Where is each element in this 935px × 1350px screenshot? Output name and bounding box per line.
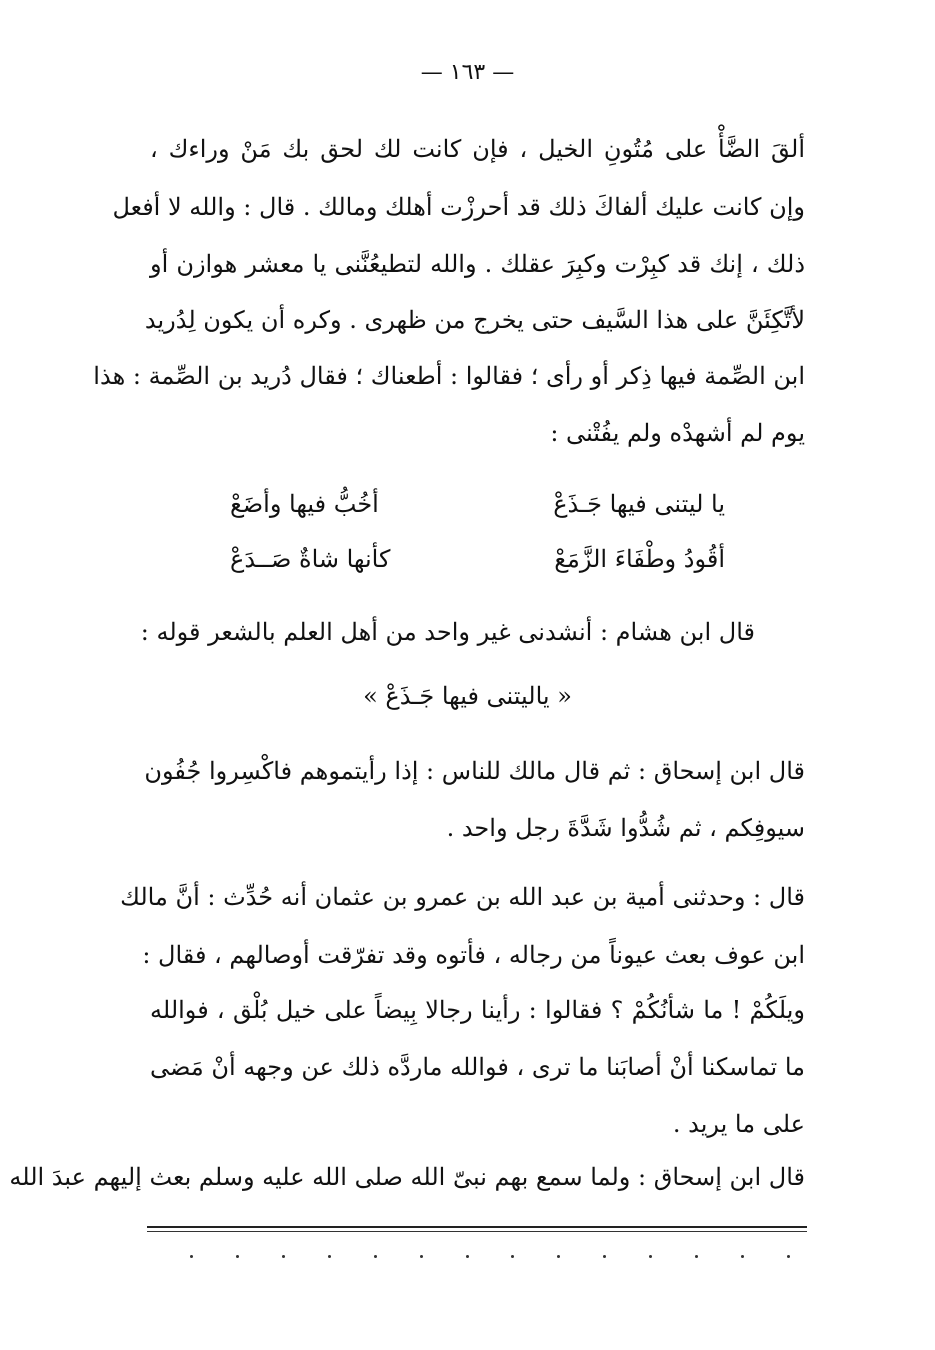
dot [695,1255,698,1258]
text-line: سيوفِكم ، ثم شُدُّوا شَدَّةَ رجل واحد . [446,814,805,842]
verse-hemistich: أقُودُ وطْفَاءَ الزَّمَعْ [554,545,725,573]
dot [649,1255,652,1258]
dot [190,1255,193,1258]
text-line: ذلك ، إنك قد كبِرْت وكبِرَ عقلك . والله لتطيعُنَّنى يا معشر هوازن أو [150,250,805,278]
verse-hemistich: كأنها شاةٌ صَــدَعْ [230,545,391,573]
dot [374,1255,377,1258]
page-number: — ١٦٣ — [420,60,515,85]
text-line: يوم لم أشهدْه ولم يفُتْنى : [550,419,805,447]
footer-rule [147,1226,807,1228]
verse-quote: « ياليتنى فيها جَـذَعْ » [363,682,572,710]
dot [328,1255,331,1258]
dot [282,1255,285,1258]
text-line: وإن كانت عليك ألفاكَ ذلك قد أحرزْت أهلك ومالك . قال : والله لا أفعل [112,193,805,221]
text-line: ما تماسكنا أنْ أصابَنا ما ترى ، فوالله ماردَّه ذلك عن وجهه أنْ مَضى [150,1053,805,1081]
dot [557,1255,560,1258]
text-line: على ما يريد . [672,1110,805,1138]
verse-hemistich: يا ليتنى فيها جَـذَعْ [553,490,725,518]
dot [741,1255,744,1258]
dot [420,1255,423,1258]
text-line: ويلَكُمْ ! ما شأنُكُمْ ؟ فقالوا : رأينا رجالا بِيضاً على خيل بُلْق ، فوالله [150,996,805,1024]
text-line: لأتَّكِئَنَّ على هذا السَّيف حتى يخرج من ظهرى . وكره أن يكون لِدُريد [144,306,805,334]
footer-rule [147,1231,807,1232]
dot [236,1255,239,1258]
dot [511,1255,514,1258]
text-line: قال : وحدثنى أمية بن عبد الله بن عمرو بن عثمان أنه حُدِّث : أنَّ مالك [120,883,805,911]
text-line: ابن عوف بعث عيوناً من رجاله ، فأتوه وقد تفرّقت أوصالهم ، فقال : [142,941,805,969]
dot [466,1255,469,1258]
ibn-hisham-note: قال ابن هشام : أنشدنى غير واحد من أهل العلم بالشعر قوله : [140,618,755,646]
dot [603,1255,606,1258]
text-line: ألقَ الضَّأْ على مُتُونِ الخيل ، فإن كانت لك لحق بك مَنْ وراءك ، [150,135,805,163]
verse-hemistich: أخُبُّ فيها وأضَعْ [230,490,379,518]
text-line: قال ابن إسحاق : ولما سمع بهم نبىّ الله صلى الله عليه وسلم بعث إليهم عبدَ الله [9,1163,805,1191]
dot [787,1255,790,1258]
text-line: قال ابن إسحاق : ثم قال مالك للناس : إذا رأيتموهم فاكْسِروا جُفُون [144,757,805,785]
footer-dots [190,1255,790,1258]
text-line: ابن الصِّمة فيها ذِكر أو رأى ؛ فقالوا : أطعناك ؛ فقال دُريد بن الصِّمة : هذا [93,362,805,390]
